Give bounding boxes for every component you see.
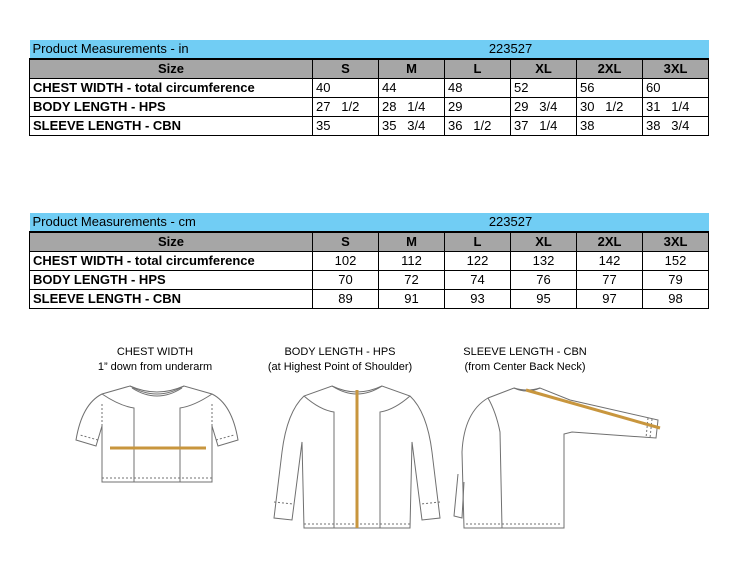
size-col-s: S [313, 59, 379, 79]
cell-value: 102 [313, 252, 379, 271]
table-row [30, 117, 709, 136]
cell-value: 112 [379, 252, 445, 271]
sleeve-length-note: (from Center Back Neck) [464, 361, 586, 373]
long-sleeve-shirt-front-illustration [262, 382, 452, 532]
cell-value: 31 1/4 [643, 98, 709, 117]
cell-value: 70 [313, 271, 379, 290]
size-col-3xl: 3XL [643, 232, 709, 252]
size-header: Size [30, 59, 313, 79]
table-header-row [30, 232, 709, 252]
table-row [30, 252, 709, 271]
sleeve-length-title: SLEEVE LENGTH - CBN [463, 346, 587, 358]
row-label: SLEEVE LENGTH - CBN [30, 290, 313, 309]
cell-value: 56 [577, 79, 643, 98]
cell-value: 77 [577, 271, 643, 290]
size-col-xl: XL [511, 59, 577, 79]
cell-value: 93 [445, 290, 511, 309]
body-length-caption [240, 345, 440, 375]
row-label: BODY LENGTH - HPS [30, 271, 313, 290]
table-title: Product Measurements - in [30, 40, 313, 59]
chest-width-caption [70, 345, 240, 375]
table-title-row [30, 40, 709, 59]
cell-value: 89 [313, 290, 379, 309]
measurements-table-cm [29, 213, 709, 309]
cell-value: 38 3/4 [643, 117, 709, 136]
product-id: 223527 [445, 213, 577, 232]
cell-value: 122 [445, 252, 511, 271]
cell-value: 142 [577, 252, 643, 271]
cell-value: 29 [445, 98, 511, 117]
product-id: 223527 [445, 40, 577, 59]
cell-value: 27 1/2 [313, 98, 379, 117]
cell-value: 132 [511, 252, 577, 271]
row-label: CHEST WIDTH - total circumference [30, 252, 313, 271]
size-col-3xl: 3XL [643, 59, 709, 79]
size-col-xl: XL [511, 232, 577, 252]
cell-value: 40 [313, 79, 379, 98]
size-col-m: M [379, 59, 445, 79]
long-sleeve-shirt-back-illustration [452, 382, 664, 532]
table-header-row [30, 59, 709, 79]
cell-value: 98 [643, 290, 709, 309]
measurements-table-inches [29, 40, 709, 136]
table-title-row [30, 213, 709, 232]
table-title: Product Measurements - cm [30, 213, 313, 232]
cell-value: 44 [379, 79, 445, 98]
size-col-2xl: 2XL [577, 59, 643, 79]
cell-value: 38 [577, 117, 643, 136]
cell-value: 36 1/2 [445, 117, 511, 136]
cell-value: 30 1/2 [577, 98, 643, 117]
body-length-title: BODY LENGTH - HPS [284, 346, 396, 358]
size-col-l: L [445, 232, 511, 252]
cell-value: 72 [379, 271, 445, 290]
body-length-note: (at Highest Point of Shoulder) [267, 361, 413, 373]
size-col-m: M [379, 232, 445, 252]
cell-value: 74 [445, 271, 511, 290]
cell-value: 152 [643, 252, 709, 271]
row-label: SLEEVE LENGTH - CBN [30, 117, 313, 136]
cell-value: 79 [643, 271, 709, 290]
table-row [30, 271, 709, 290]
cell-value: 95 [511, 290, 577, 309]
cell-value: 60 [643, 79, 709, 98]
cell-value: 29 3/4 [511, 98, 577, 117]
size-header: Size [30, 232, 313, 252]
cell-value: 35 3/4 [379, 117, 445, 136]
table-row [30, 79, 709, 98]
cell-value: 35 [313, 117, 379, 136]
row-label: CHEST WIDTH - total circumference [30, 79, 313, 98]
chest-width-note: 1” down from underarm [97, 361, 213, 373]
cell-value: 97 [577, 290, 643, 309]
table-row [30, 98, 709, 117]
size-col-s: S [313, 232, 379, 252]
short-sleeve-shirt-illustration [72, 382, 242, 487]
cell-value: 48 [445, 79, 511, 98]
size-col-l: L [445, 59, 511, 79]
sleeve-length-caption [440, 345, 610, 375]
cell-value: 37 1/4 [511, 117, 577, 136]
cell-value: 28 1/4 [379, 98, 445, 117]
size-col-2xl: 2XL [577, 232, 643, 252]
row-label: BODY LENGTH - HPS [30, 98, 313, 117]
cell-value: 91 [379, 290, 445, 309]
cell-value: 52 [511, 79, 577, 98]
table-row [30, 290, 709, 309]
cell-value: 76 [511, 271, 577, 290]
chest-width-title: CHEST WIDTH [116, 346, 194, 358]
